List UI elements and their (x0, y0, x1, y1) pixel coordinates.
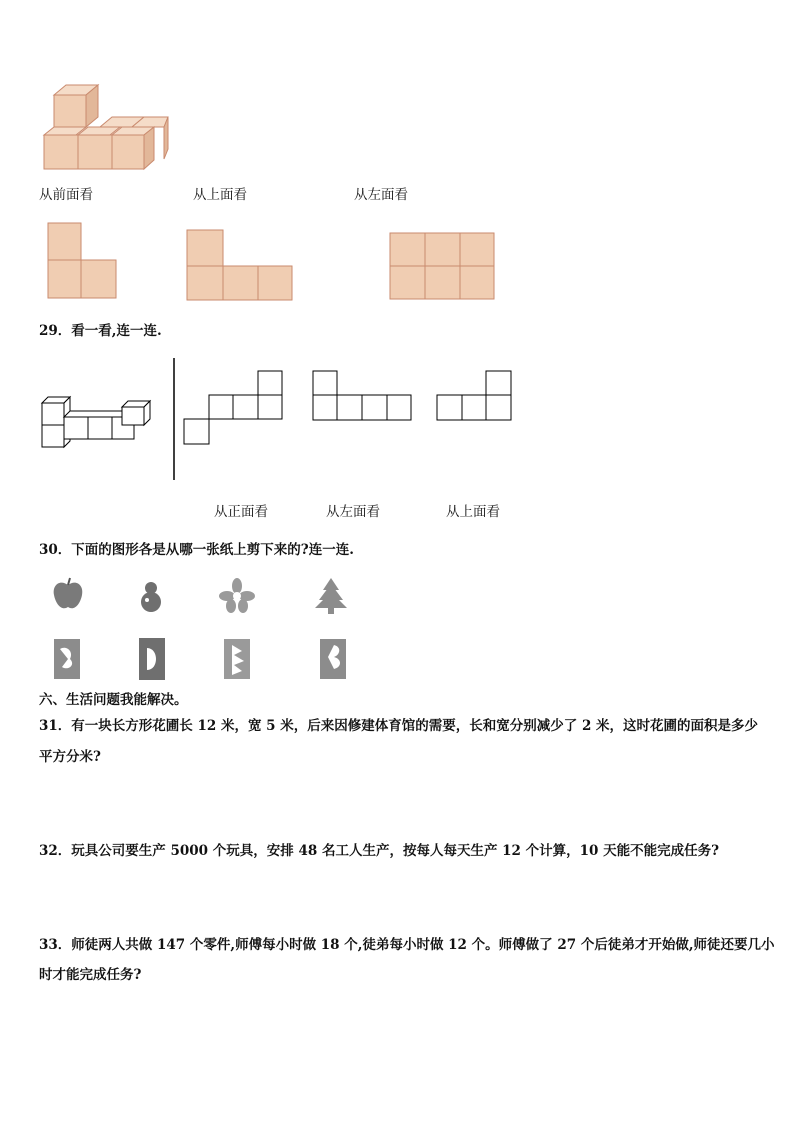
flower-cutout-icon (219, 578, 255, 614)
question-31-line-1: 31．有一块长方形花圃长 12 米，宽 5 米，后来因修建体育馆的需要，长和宽分别减少了 2 米，这时花圃的面积是多少 (39, 718, 759, 734)
paper-sheet-3-icon (222, 637, 252, 681)
section-6-title: 六、生活问题我能解决。 (39, 692, 188, 708)
q29-label-top: 从上面看 (446, 504, 500, 520)
paper-sheet-1-icon (52, 637, 82, 681)
question-31-line-2: 平方分米? (39, 749, 101, 765)
view-label-left: 从左面看 (354, 187, 408, 203)
q29-label-front: 从正面看 (214, 504, 268, 520)
tree-cutout-icon (313, 576, 349, 616)
top-view-grid (186, 229, 296, 305)
view-label-top: 从上面看 (193, 187, 247, 203)
q29-view-option-3 (436, 370, 516, 426)
q29-view-option-2 (312, 370, 416, 426)
cube-stack-figure (40, 80, 170, 180)
question-29-title: 29．看一看,连一连. (39, 323, 162, 339)
question-30-title: 30．下面的图形各是从哪一张纸上剪下来的?连一连. (39, 542, 354, 558)
question-32-line-1: 32．玩具公司要生产 5000 个玩具，安排 48 名工人生产，按每人每天生产 12 个计算，10 天能不能完成任务? (39, 843, 720, 859)
question-33-line-2: 时才能完成任务? (39, 967, 142, 983)
question-33-line-1: 33．师徒两人共做 147 个零件,师傅每小时做 18 个,徒弟每小时做 12 个。师傅做了 27 个后徒弟才开始做,师徒还要几小 (39, 937, 775, 953)
paper-sheet-2-icon (137, 636, 167, 682)
left-view-grid (389, 232, 499, 304)
apple-cutout-icon (50, 577, 86, 613)
q29-label-left: 从左面看 (326, 504, 380, 520)
q29-cube-solid (40, 395, 160, 451)
q29-view-option-1 (183, 370, 287, 450)
paper-sheet-4-icon (318, 637, 348, 681)
q29-divider-line (172, 358, 176, 480)
front-view-grid (47, 222, 119, 302)
view-label-front: 从前面看 (39, 187, 93, 203)
gourd-cutout-icon (133, 578, 169, 614)
